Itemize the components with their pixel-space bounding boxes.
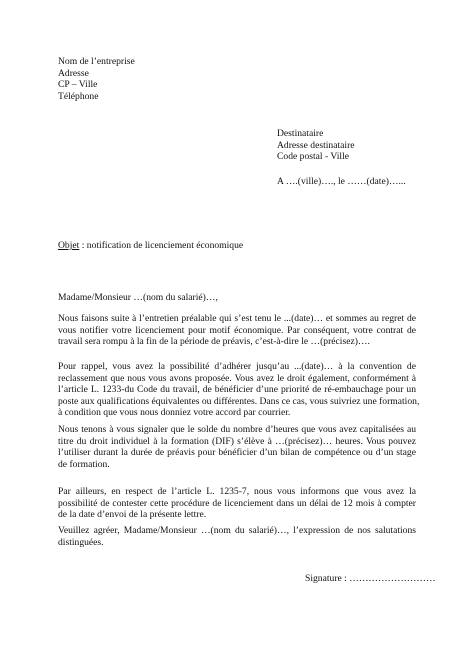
paragraph-2 — [58, 361, 420, 419]
paragraph-line: poste aux qualifications équivalentes ou différentes. Dans ce cas, vous suivriez une formation, — [58, 395, 420, 407]
sender-cp-city: CP – Ville — [58, 79, 98, 91]
paragraph-line: distinguées. — [58, 536, 104, 548]
recipient-block — [277, 128, 355, 163]
paragraph-1 — [58, 313, 416, 348]
signature-line: Signature : ……………………… — [305, 573, 436, 584]
paragraph-line: l’article L. 1233-du Code du travail, de bénéficier d’une priorité de ré-embauchage pour un — [58, 384, 416, 396]
paragraph-line: possibilité de contester cette procédure de licenciement dans un délai de 12 mois à compter — [58, 497, 416, 509]
recipient-name: Destinataire — [277, 128, 324, 139]
paragraph-line: travail sera rompu à la fin de la période de préavis, c’est-à-dire le …(précisez)…. — [58, 336, 370, 348]
closing-paragraph — [58, 525, 416, 548]
paragraph-line: Par ailleurs, en respect de l’article L. 1235-7, nous vous informons que vous avez la — [58, 486, 416, 497]
sender-address: Adresse — [58, 67, 89, 79]
paragraph-line: vous notifier votre licenciement pour motif économique. Par conséquent, votre contrat de — [58, 324, 416, 336]
sender-block — [58, 56, 135, 102]
place-date-line: A ….(ville)…., le ……(date)…... — [277, 176, 406, 187]
paragraph-line: de formation. — [58, 458, 110, 470]
paragraph-line: Veuillez agréer, Madame/Monsieur …(nom du salarié)…, l’expression de nos salutations — [58, 525, 416, 536]
subject-line — [58, 240, 243, 252]
subject-label: Objet — [58, 240, 80, 251]
subject-text: : notification de licenciement économique — [79, 240, 244, 251]
paragraph-line: reclassement que nous vous avons proposée. Vous avez le droit également, conformément à — [58, 372, 416, 384]
paragraph-4 — [58, 486, 416, 521]
paragraph-line: titre du droit individuel à la formation (DIF) s’élève à …(précisez)… heures. Vous pouvez — [58, 435, 416, 447]
paragraph-line: Nous faisons suite à l’entretien préalable qui s’est tenu le ...(date)… et sommes au regret de — [58, 313, 416, 324]
paragraph-line: Nous tenons à vous signaler que le solde du nombre d’heures que vous avez capitalisées au — [58, 424, 416, 435]
paragraph-line: de la date d’envoi de la présente lettre. — [58, 509, 207, 521]
paragraph-line: à condition que vous nous donniez votre accord par courrier. — [58, 407, 291, 419]
paragraph-line: Pour rappel, vous avez la possibilité d’adhérer jusqu’au ...(date)… à la convention de — [58, 361, 416, 372]
recipient-postal-city: Code postal - Ville — [277, 151, 349, 163]
paragraph-3 — [58, 424, 416, 470]
recipient-address: Adresse destinataire — [277, 139, 355, 151]
salutation: Madame/Monsieur …(nom du salarié)…, — [58, 292, 218, 303]
paragraph-line: l’utiliser durant la durée de préavis pour bénéficier d’un bilan de compétence ou d’un stage — [58, 447, 416, 459]
sender-company: Nom de l’entreprise — [58, 56, 135, 67]
sender-phone: Téléphone — [58, 90, 99, 102]
